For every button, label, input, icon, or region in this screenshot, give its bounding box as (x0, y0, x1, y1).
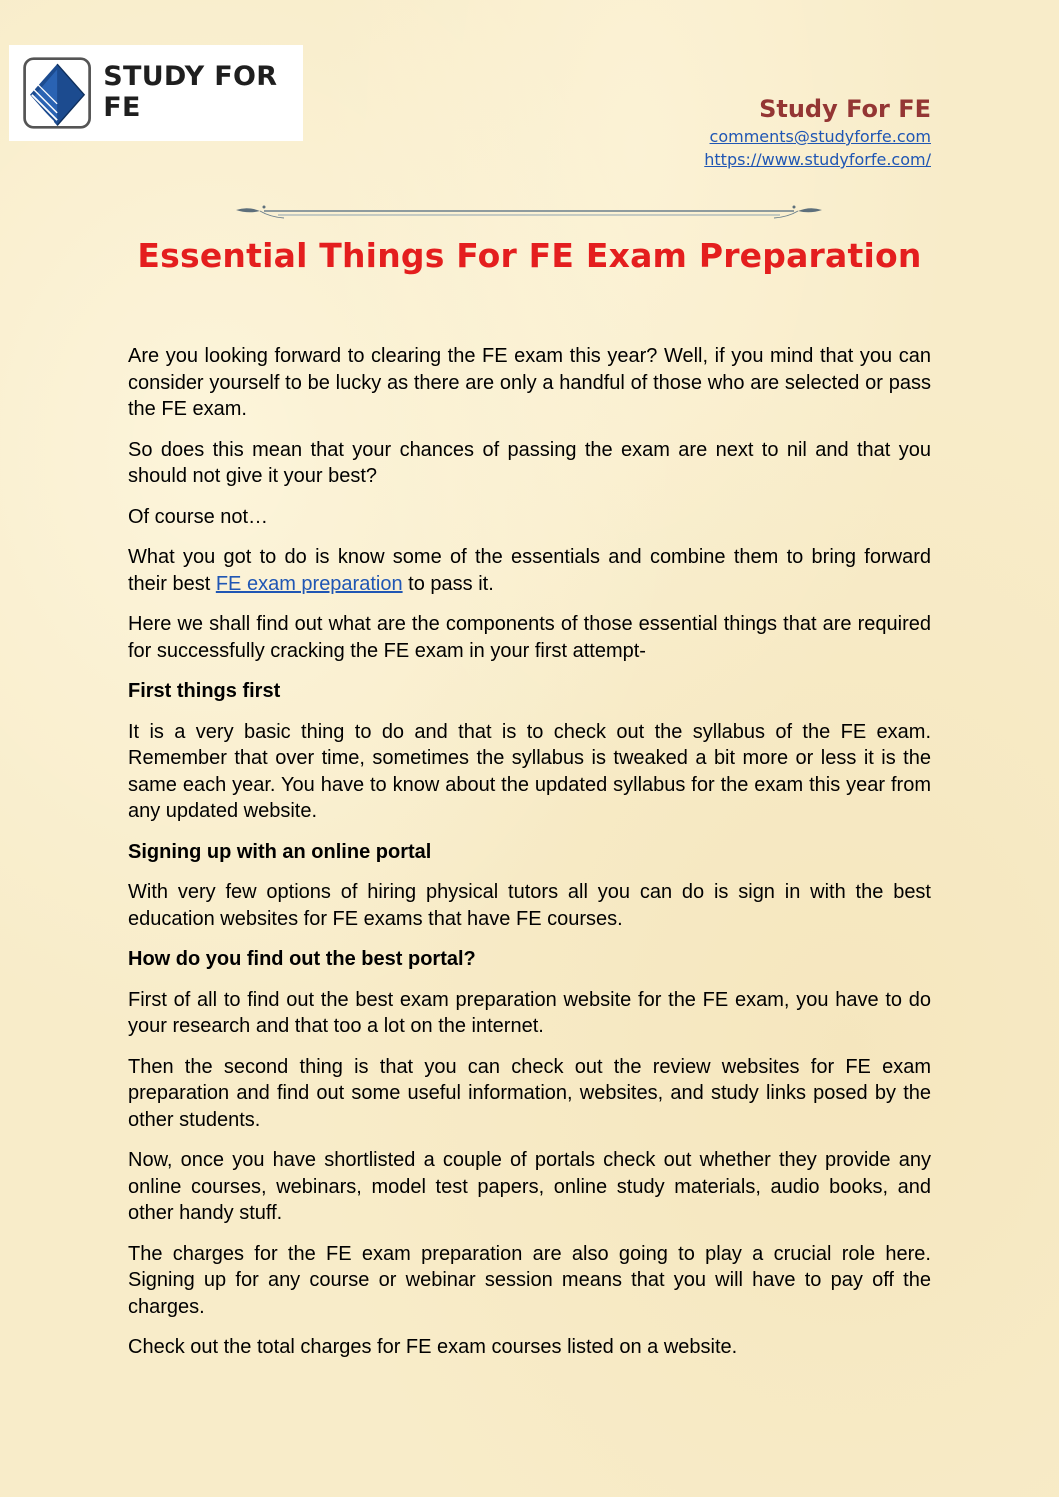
section-heading: Signing up with an online portal (128, 840, 432, 863)
section-heading: How do you find out the best portal? (128, 948, 476, 970)
paragraph: Now, once you have shortlisted a couple of portals check out whether they provide any online courses, webinars, model test papers, online study materials, audio books, and other handy stuff. (128, 1149, 931, 1224)
paragraph: Here we shall find out what are the components of those essential things that are required for successfully cracking the FE exam in your first attempt- (128, 613, 931, 662)
brand-name: Study For FE (759, 95, 931, 123)
paragraph: With very few options of hiring physical tutors all you can do is sign in with the best education websites for FE exams that have FE courses. (128, 881, 931, 930)
contact-block (704, 93, 931, 171)
book-logo-icon (21, 51, 93, 135)
logo-text: STUDY FOR FE (103, 61, 278, 123)
fe-exam-preparation-link[interactable]: FE exam preparation (215, 572, 403, 595)
logo[interactable] (9, 45, 303, 141)
paragraph: Then the second thing is that you can check out the review websites for FE exam preparation and find out some useful information, websites, and study links posed by the other students. (128, 1055, 931, 1131)
paragraph: So does this mean that your chances of passing the exam are next to nil and that you should not give it your best? (128, 438, 931, 487)
paragraph: Of course not… (128, 505, 269, 528)
page-title: Essential Things For FE Exam Preparation (137, 236, 922, 275)
paragraph: First of all to find out the best exam preparation website for the FE exam, you have to do your research and that too a lot on the internet. (128, 988, 931, 1037)
paragraph-text: What you got to do is know some of the essentials and combine them to bring forward their best (128, 546, 931, 595)
article-body (128, 343, 931, 1375)
paragraph: It is a very basic thing to do and that is to check out the syllabus of the FE exam. Remember that over time, sometimes the syllabus is tweaked a bit more or less it is the same each year. You have to know about the updated syllabus for the exam this year from any updated website. (128, 720, 931, 822)
paragraph-text: to pass it. (402, 572, 494, 595)
paragraph: The charges for the FE exam preparation are also going to play a crucial role here. Signing up for any course or webinar session means that you will have to pay off the charges. (128, 1242, 931, 1318)
paragraph: Are you looking forward to clearing the FE exam this year? Well, if you mind that you can consider yourself to be lucky as there are only a handful of those who are selected or pass the FE exam. (128, 345, 931, 420)
paragraph: Check out the total charges for FE exam courses listed on a website. (128, 1336, 738, 1358)
ornamental-divider (234, 202, 824, 222)
email-link[interactable]: comments@studyforfe.com (709, 127, 931, 146)
website-link[interactable]: https://www.studyforfe.com/ (704, 150, 931, 169)
section-heading: First things first (128, 680, 281, 702)
paragraph (128, 544, 931, 597)
